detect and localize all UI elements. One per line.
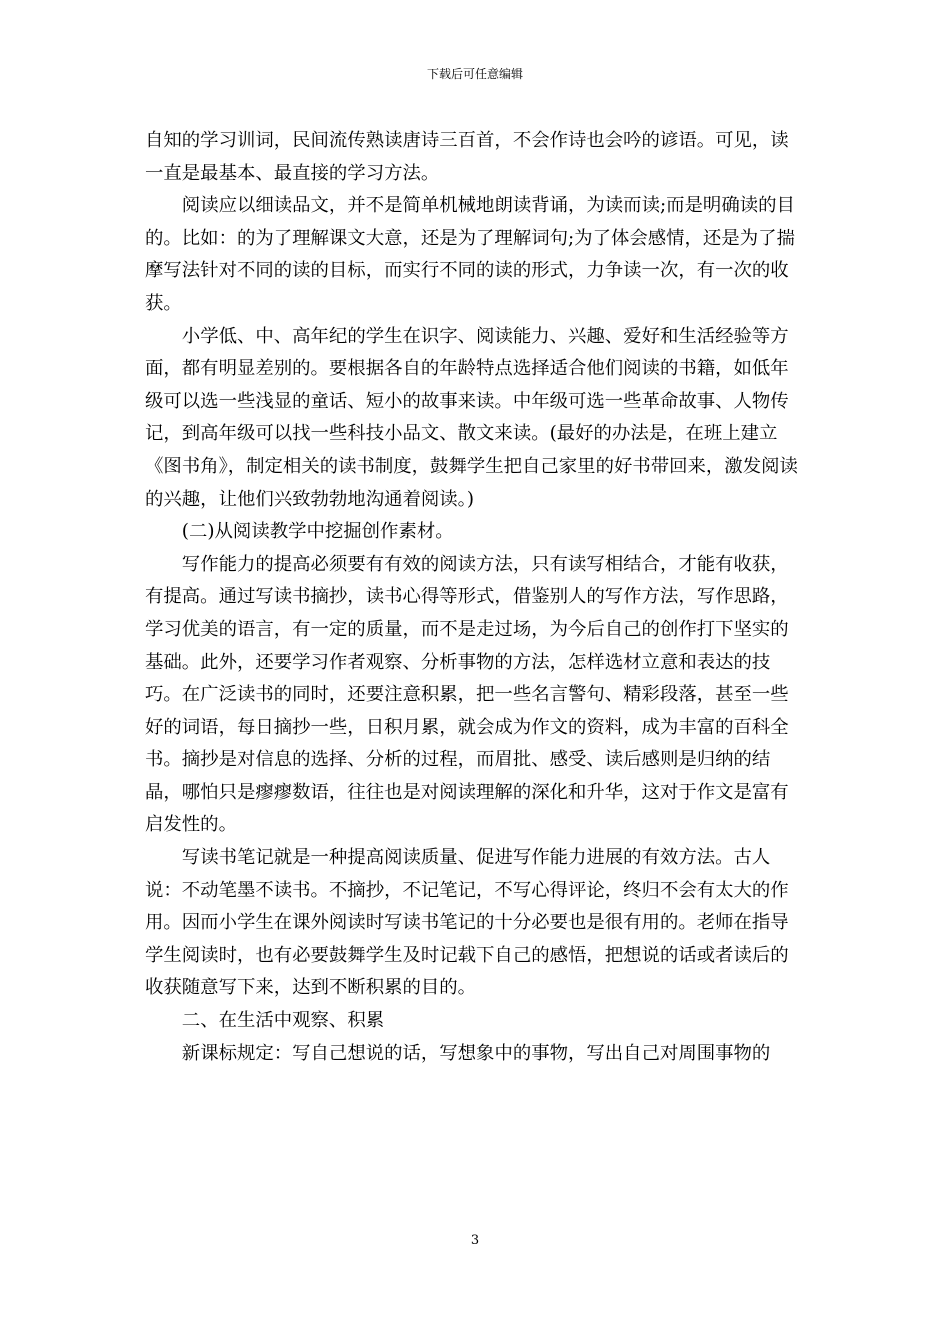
paragraph: 小学低、中、高年纪的学生在识字、阅读能力、兴趣、爱好和生活经验等方面，都有明显差别的。要根据各自的年龄特点选择适合他们阅读的书籍，如低年级可以选一些浅显的童话、短小的故事来读。中年级可选一些革命故事、人物传记，到高年级可以找一些科技小品文、散文来读。(最好的办法是，在班上建立《图书角》，制定相关的读书制度，鼓舞学生把自己家里的好书带回来，激发阅读的兴趣，让他们兴致勃勃地沟通着阅读。) — [145, 325, 798, 510]
paragraph: 写读书笔记就是一种提高阅读质量、促进写作能力进展的有效方法。古人说：不动笔墨不读书。不摘抄，不记笔记，不写心得评论，终归不会有太大的作用。因而小学生在课外阅读时写读书笔记的十分必要也是很有用的。老师在指导学生阅读时，也有必要鼓舞学生及时记载下自己的感悟，把想说的话或者读后的收获随意写下来，达到不断积累的目的。 — [145, 847, 789, 999]
paragraph: 阅读应以细读品文，并不是简单机械地朗读背诵，为读而读;而是明确读的目的。比如：的为了理解课文大意，还是为了理解词句;为了体会感情，还是为了揣摩写法针对不同的读的目标，而实行不同的读的形式，力争读一次，有一次的收获。 — [145, 195, 795, 314]
paragraph: 新课标规定：写自己想说的话，写想象中的事物，写出自己对周围事物的 — [181, 1042, 771, 1064]
paragraph: 自知的学习训词，民间流传熟读唐诗三百首，不会作诗也会吟的谚语。可见，读一直是最基本、最直接的学习方法。 — [145, 130, 789, 184]
section-heading: (二)从阅读教学中挖掘创作素材。 — [181, 521, 454, 543]
document-body — [145, 125, 807, 1070]
section-heading: 二、在生活中观察、积累 — [181, 1010, 385, 1032]
paragraph: 写作能力的提高必须要有有效的阅读方法，只有读写相结合，才能有收获，有提高。通过写读书摘抄，读书心得等形式，借鉴别人的写作方法，写作思路，学习优美的语言，有一定的质量，而不是走过场，为今后自己的创作打下坚实的基础。此外，还要学习作者观察、分析事物的方法，怎样选材立意和表达的技巧。在广泛读书的同时，还要注意积累，把一些名言警句、精彩段落，甚至一些好的词语，每日摘抄一些，日积月累，就会成为作文的资料，成为丰富的百科全书。摘抄是对信息的选择、分析的过程，而眉批、感受、读后感则是归纳的结晶，哪怕只是瘳瘳数语，往往也是对阅读理解的深化和升华，这对于作文是富有启发性的。 — [145, 553, 789, 836]
page-number: 3 — [470, 1233, 480, 1248]
page-header: 下载后可任意编辑 — [426, 67, 523, 81]
